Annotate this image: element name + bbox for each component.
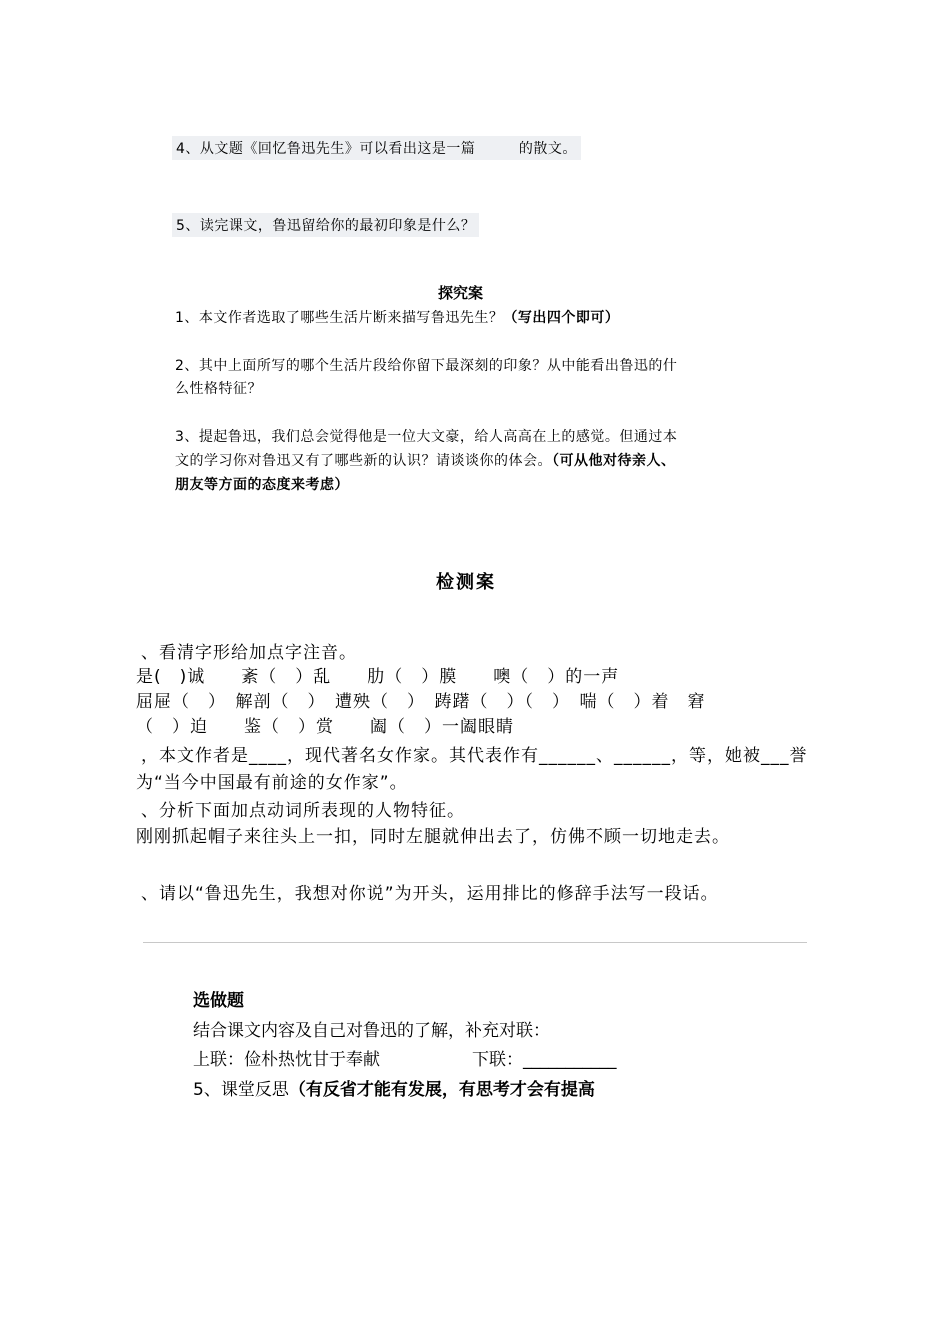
section-divider: [143, 942, 807, 943]
test-line-6: 为“当今中国最有前途的女作家”。: [136, 773, 408, 793]
test-line-9: 、请以“鲁迅先生，我想对你说”为开头，运用排比的修辞手法写一段话。: [141, 884, 719, 904]
test-line-8: 刚刚抓起帽子来往头上一扣，同时左腿就伸出去了，仿佛不顾一切地走去。: [136, 827, 730, 847]
explore-question-3-line-3: 朋友等方面的态度来考虑）: [175, 477, 349, 493]
explore-question-3-line-1: 3、提起鲁迅，我们总会觉得他是一位大文豪，给人高高在上的感觉。但通过本: [175, 429, 678, 445]
explore-question-3-line-2: 文的学习你对鲁迅又有了哪些新的认识？请谈谈你的体会。（可从他对待亲人、: [175, 453, 676, 469]
optional-intro: 结合课文内容及自己对鲁迅的了解，补充对联：: [193, 1021, 550, 1041]
test-line-7: 、分析下面加点动词所表现的人物特征。: [141, 801, 465, 821]
test-heading: 检测案: [436, 572, 496, 593]
test-line-3: 屈屉（ ） 解剖（ ） 遭殃（ ） 踌躇（ ）（ ） 喘（ ）着 窘: [136, 692, 706, 712]
explore-question-2-line-1: 2、其中上面所写的哪个生活片段给你留下最深刻的印象？从中能看出鲁迅的什: [175, 358, 678, 374]
test-line-5: ，本文作者是____，现代著名女作家。其代表作有______、______，等，她被___誉: [141, 746, 808, 766]
optional-heading: 选做题: [193, 991, 244, 1011]
explore-question-1: 1、本文作者选取了哪些生活片断来描写鲁迅先生？（写出四个即可）: [175, 310, 620, 326]
preview-question-4: 4、从文题《回忆鲁迅先生》可以看出这是一篇 的散文。: [172, 136, 581, 160]
test-line-1: 、看清字形给加点字注音。: [141, 643, 357, 663]
explore-question-2-line-2: 么性格特征？: [175, 381, 262, 397]
test-line-4: （ ）迫 鉴（ ）赏 阖（ ）一阖眼睛: [136, 717, 514, 737]
reflection-question: 5、课堂反思（有反省才能有发展，有思考才会有提高: [193, 1080, 595, 1100]
couplet-upper: 上联：俭朴热忱甘于奉献: [193, 1050, 380, 1070]
test-line-2: 是( )诚 紊（ ）乱 肋（ ）膜 噢（ ）的一声: [136, 667, 620, 687]
explore-heading: 探究案: [438, 284, 484, 302]
preview-question-5: 5、读完课文，鲁迅留给你的最初印象是什么？: [172, 213, 479, 237]
couplet-lower: 下联：___________: [472, 1050, 617, 1070]
